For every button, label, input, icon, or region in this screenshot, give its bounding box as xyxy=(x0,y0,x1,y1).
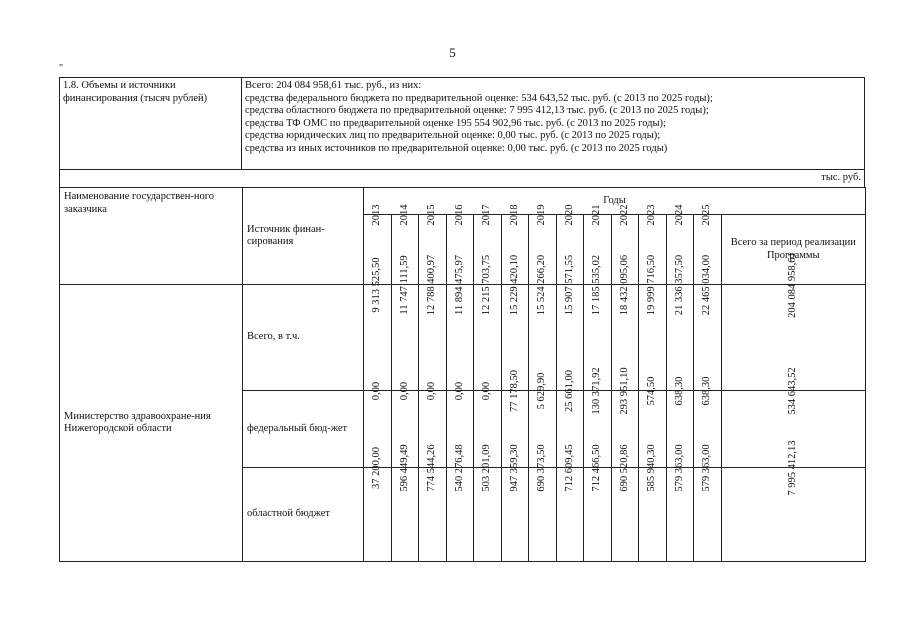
value-cell: 596 449,49 xyxy=(391,468,419,562)
value-cell: 0,00 xyxy=(419,391,447,468)
value-cell: 77 178,50 xyxy=(501,391,529,468)
financing-label: 1.8. Объемы и источники финансирования (тысяч рублей) xyxy=(60,78,242,170)
financing-line: средства федерального бюджета по предварительной оценке: 534 643,52 тыс. руб. (с 2013 по 2025 годы); xyxy=(245,92,713,104)
header-customer: Наименование государствен-ного заказчика xyxy=(60,188,243,285)
header-total: Всего за период реализации Программы xyxy=(721,215,866,285)
value-cell: 18 432 095,06 xyxy=(611,285,639,391)
value-cell: 11 747 111,59 xyxy=(391,285,419,391)
value-cell: 37 200,00 xyxy=(364,468,392,562)
value-cell: 638,30 xyxy=(694,391,722,468)
value-cell: 579 363,00 xyxy=(694,468,722,562)
value-cell: 540 276,48 xyxy=(446,468,474,562)
value-cell: 5 629,90 xyxy=(529,391,557,468)
year-header: 2019 xyxy=(529,215,557,285)
total-cell: 534 643,52 xyxy=(721,391,866,468)
value-cell: 574,50 xyxy=(639,391,667,468)
financing-table xyxy=(59,77,865,188)
value-cell: 0,00 xyxy=(474,391,502,468)
year-header: 2015 xyxy=(419,215,447,285)
financing-text xyxy=(242,78,865,170)
value-cell: 0,00 xyxy=(446,391,474,468)
value-cell: 130 371,92 xyxy=(584,391,612,468)
value-cell: 638,30 xyxy=(666,391,694,468)
quote-mark: " xyxy=(59,63,64,74)
year-header: 2024 xyxy=(666,215,694,285)
value-cell: 15 907 571,55 xyxy=(556,285,584,391)
funding-table xyxy=(59,187,866,562)
value-cell: 12 215 703,75 xyxy=(474,285,502,391)
financing-line: Всего: 204 084 958,61 тыс. руб., из них: xyxy=(245,80,422,91)
value-cell: 17 185 535,02 xyxy=(584,285,612,391)
customer-name: Министерство здравоохране-ния Нижегородской области xyxy=(60,285,243,562)
value-cell: 774 544,26 xyxy=(419,468,447,562)
financing-line: средства из иных источников по предварительной оценке: 0,00 тыс. руб. (с 2013 по 2025 годы) xyxy=(245,142,668,154)
source-label: Всего, в т.ч. xyxy=(243,285,364,391)
value-cell: 25 661,00 xyxy=(556,391,584,468)
year-header: 2025 xyxy=(694,215,722,285)
total-cell: 204 084 958,61 xyxy=(721,285,866,391)
financing-line: средства ТФ ОМС по предварительной оценке 195 554 902,96 тыс. руб. (с 2013 по 2025 годы); xyxy=(245,117,666,129)
value-cell: 712 466,50 xyxy=(584,468,612,562)
header-source: Источник финан-сирования xyxy=(243,188,364,285)
value-cell: 0,00 xyxy=(391,391,419,468)
source-label: федеральный бюд-жет xyxy=(243,391,364,468)
unit-label: тыс. руб. xyxy=(60,170,865,188)
value-cell: 690 373,50 xyxy=(529,468,557,562)
value-cell: 22 465 034,00 xyxy=(694,285,722,391)
document-sheet xyxy=(59,77,866,562)
year-header: 2023 xyxy=(639,215,667,285)
value-cell: 21 336 357,50 xyxy=(666,285,694,391)
value-cell: 15 524 266,20 xyxy=(529,285,557,391)
value-cell: 503 201,09 xyxy=(474,468,502,562)
year-header: 2018 xyxy=(501,215,529,285)
page-number: 5 xyxy=(449,45,456,60)
value-cell: 947 359,30 xyxy=(501,468,529,562)
value-cell: 19 999 716,50 xyxy=(639,285,667,391)
year-header: 2016 xyxy=(446,215,474,285)
year-header: 2014 xyxy=(391,215,419,285)
year-header: 2022 xyxy=(611,215,639,285)
year-header: 2021 xyxy=(584,215,612,285)
year-header: 2013 xyxy=(364,215,392,285)
value-cell: 712 609,45 xyxy=(556,468,584,562)
total-cell: 7 995 412,13 xyxy=(721,468,866,562)
financing-line: средства областного бюджета по предварительной оценке: 7 995 412,13 тыс. руб. (с 2013 по 2025 годы); xyxy=(245,105,709,116)
value-cell: 15 229 420,10 xyxy=(501,285,529,391)
header-years: Годы xyxy=(364,188,866,215)
value-cell: 585 940,30 xyxy=(639,468,667,562)
value-cell: 12 788 400,97 xyxy=(419,285,447,391)
value-cell: 579 363,00 xyxy=(666,468,694,562)
value-cell: 11 894 475,97 xyxy=(446,285,474,391)
source-label: областной бюджет xyxy=(243,468,364,562)
financing-line: средства юридических лиц по предварительной оценке: 0,00 тыс. руб. (с 2013 по 2025 годы); xyxy=(245,130,661,141)
value-cell: 0,00 xyxy=(364,391,392,468)
value-cell: 690 520,86 xyxy=(611,468,639,562)
year-header: 2017 xyxy=(474,215,502,285)
value-cell: 9 313 525,50 xyxy=(364,285,392,391)
year-header: 2020 xyxy=(556,215,584,285)
value-cell: 293 951,10 xyxy=(611,391,639,468)
